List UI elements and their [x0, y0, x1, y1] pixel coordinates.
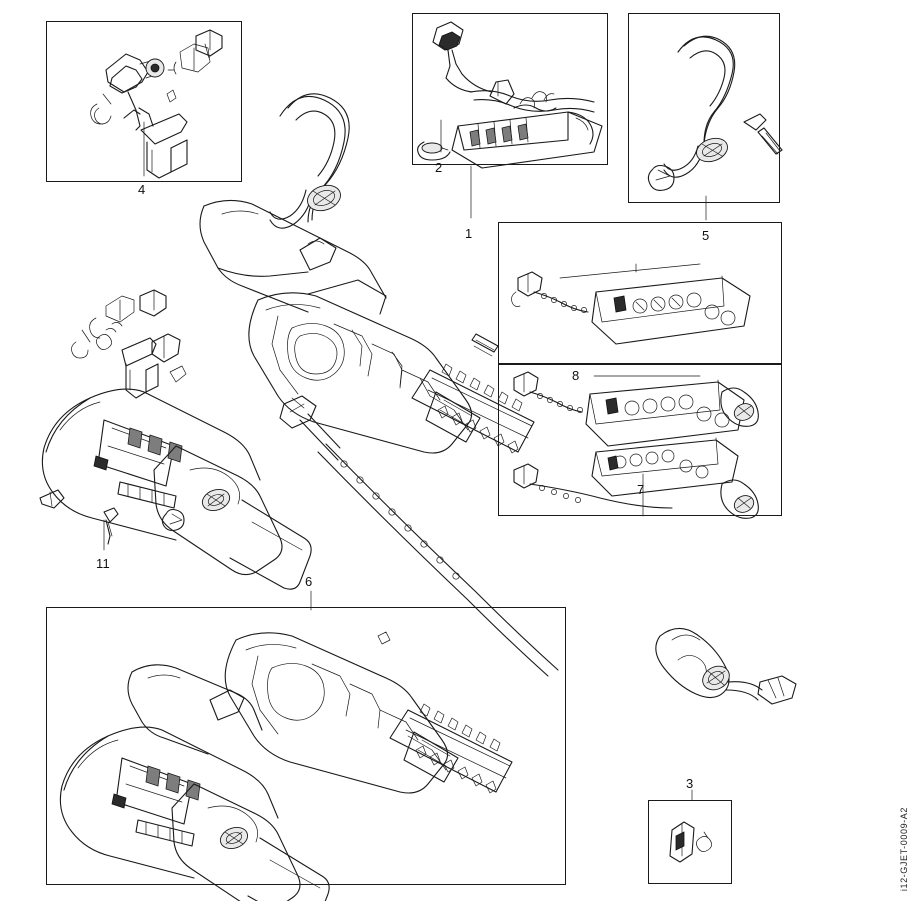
callout-2: 2 [435, 160, 443, 175]
callout-3: 3 [686, 776, 694, 791]
part-group-small-left [72, 290, 187, 398]
inset-box-7-upper [498, 222, 782, 364]
part-housing-cover-top [200, 200, 386, 314]
callout-8: 8 [572, 368, 580, 383]
inset-box-6 [46, 607, 566, 885]
inset-box-2 [412, 13, 608, 165]
callout-11: 11 [96, 556, 110, 571]
document-id-label: i12-GJET-0009-A2 [899, 806, 909, 891]
part-gearbox-and-blade [249, 293, 534, 453]
inset-box-5 [628, 13, 780, 203]
inset-box-3 [648, 800, 732, 884]
callout-7: 7 [637, 482, 645, 497]
inset-box-4 [46, 21, 242, 182]
callout-6: 6 [305, 574, 313, 589]
callout-4: 4 [138, 182, 146, 197]
callout-5: 5 [702, 228, 710, 243]
callout-1: 1 [465, 226, 473, 241]
part-assembled-unit-left [40, 389, 311, 589]
part-group-1-handle [270, 94, 349, 228]
